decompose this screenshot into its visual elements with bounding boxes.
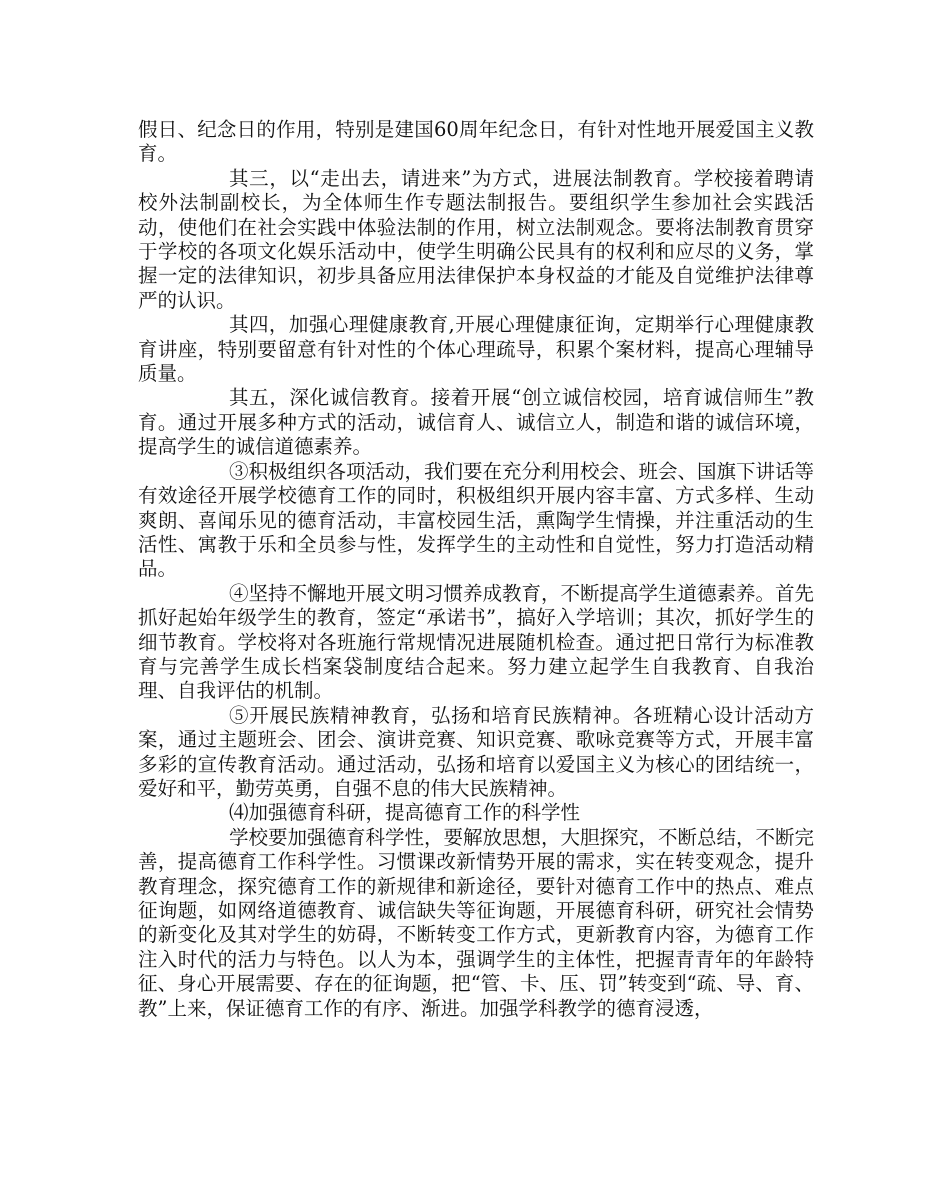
paragraph: 学校要加强德育科学性，要解放思想，大胆探究，不断总结，不断完善，提高德育工作科学性。习惯课改新情势开展的需求，实在转变观念，提升教育理念，探究德育工作的新规律和新途径，要针对德育工作中的热点、难点征询题，如网络道德教育、诚信缺失等征询题，开展德育科研，研究社会情势的新变化及其对学生的妨碍，不断转变工作方式，更新教育内容，为德育工作注入时代的活力与特色。以人为本，强调学生的主体性，把握青青年的年龄特征、身心开展需要、存在的征询题，把“管、卡、压、罚”转变到“疏、导、育、教”上来，保证德育工作的有序、渐进。加强学科教学的德育浸透， [138, 825, 815, 1020]
paragraph: ③积极组织各项活动，我们要在充分利用校会、班会、国旗下讲话等有效途径开展学校德育工作的同时，积极组织开展内容丰富、方式多样、生动爽朗、喜闻乐见的德育活动，丰富校园生活，熏陶学生情操，并注重活动的生活性、寓教于乐和全员参与性，发挥学生的主动性和自觉性，努力打造活动精品。 [138, 459, 815, 581]
paragraph: 其三，以“走出去，请进来”为方式，进展法制教育。学校接着聘请校外法制副校长，为全体师生作专题法制报告。要组织学生参加社会实践活动，使他们在社会实践中体验法制的作用，树立法制观念。要将法制教育贯穿于学校的各项文化娱乐活动中，使学生明确公民具有的权利和应尽的义务，掌握一定的法律知识，初步具备应用法律保护本身权益的才能及自觉维护法律尊严的认识。 [138, 166, 814, 312]
section-heading: ⑷加强德育科研，提高德育工作的科学性 [229, 801, 581, 825]
paragraph: 其五，深化诚信教育。接着开展“创立诚信校园，培育诚信师生”教育。通过开展多种方式的活动，诚信育人、诚信立人，制造和谐的诚信环境，提高学生的诚信道德素养。 [138, 386, 814, 459]
document-body [138, 118, 814, 1021]
paragraph: ④坚持不懈地开展文明习惯养成教育，不断提高学生道德素养。首先抓好起始年级学生的教育，签定“承诺书”，搞好入学培训；其次，抓好学生的细节教育。学校将对各班施行常规情况进展随机检查。通过把日常行为标准教育与完善学生成长档案袋制度结合起来。努力建立起学生自我教育、自我治理、自我评估的机制。 [138, 581, 815, 703]
paragraph: 假日、纪念日的作用，特别是建国60周年纪念日，有针对性地开展爱国主义教育。 [138, 118, 814, 166]
paragraph: ⑤开展民族精神教育，弘扬和培育民族精神。各班精心设计活动方案，通过主题班会、团会、演讲竞赛、知识竞赛、歌咏竞赛等方式，开展丰富多彩的宣传教育活动。通过活动，弘扬和培育以爱国主义为核心的团结统一，爱好和平，勤劳英勇，自强不息的伟大民族精神。 [138, 703, 814, 800]
paragraph: 其四，加强心理健康教育,开展心理健康征询，定期举行心理健康教育讲座，特别要留意有针对性的个体心理疏导，积累个案材料，提高心理辅导质量。 [138, 313, 814, 386]
